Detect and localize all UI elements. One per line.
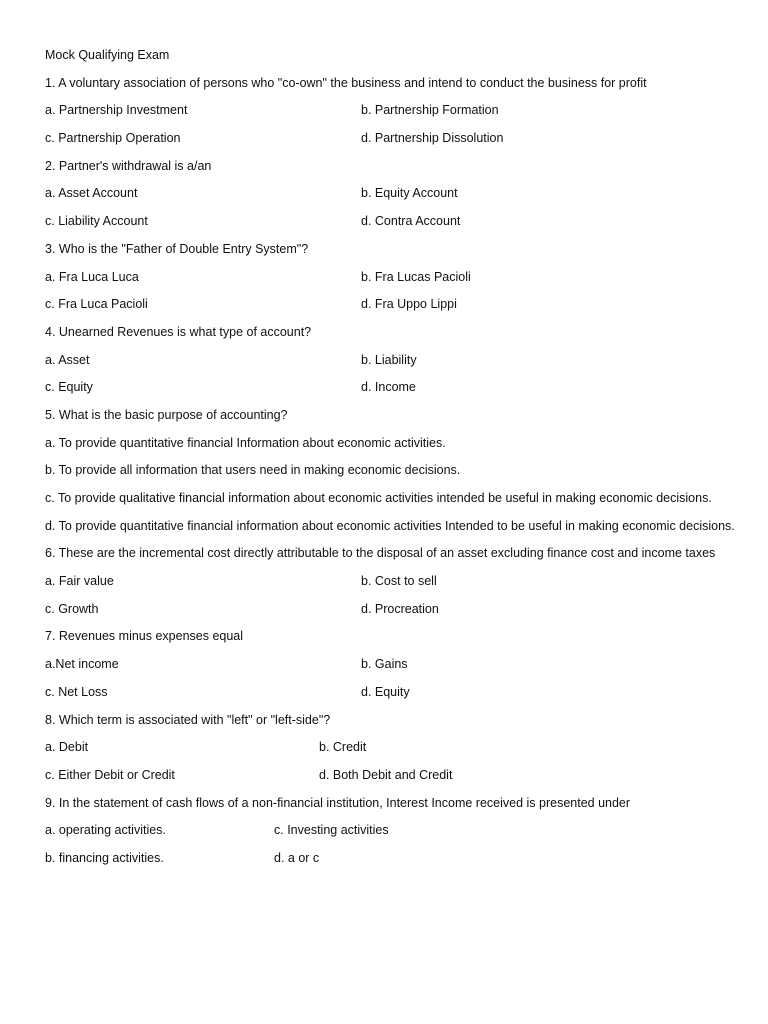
choice-4c: c. Equity xyxy=(45,380,93,395)
choice-6a: a. Fair value xyxy=(45,574,114,589)
choice-1a: a. Partnership Investment xyxy=(45,103,188,118)
question-2: 2. Partner's withdrawal is a/an xyxy=(45,158,212,173)
choice-5d: d. To provide quantitative financial information about economic activities Intended to be useful in making economic decisions. xyxy=(45,518,735,533)
choice-row xyxy=(45,379,735,396)
choice-9c: c. Investing activities xyxy=(274,823,389,838)
choice-2d: d. Contra Account xyxy=(361,214,461,229)
choice-6b: b. Cost to sell xyxy=(361,574,437,589)
question-3: 3. Who is the "Father of Double Entry System"? xyxy=(45,241,309,256)
choice-6d: d. Procreation xyxy=(361,601,439,616)
choice-5b: b. To provide all information that users need in making economic decisions. xyxy=(45,463,461,478)
choice-row xyxy=(45,296,735,313)
choice-row xyxy=(45,850,735,867)
question-9: 9. In the statement of cash flows of a non-financial institution, Interest Income received is presented under xyxy=(45,795,631,810)
choice-8d: d. Both Debit and Credit xyxy=(319,767,453,782)
choice-2b: b. Equity Account xyxy=(361,186,458,201)
choice-8b: b. Credit xyxy=(319,740,367,755)
choice-6c: c. Growth xyxy=(45,601,99,616)
choice-1b: b. Partnership Formation xyxy=(361,103,499,118)
choice-row xyxy=(45,269,735,286)
choice-4d: d. Income xyxy=(361,380,416,395)
choice-row xyxy=(45,352,735,369)
question-4: 4. Unearned Revenues is what type of account? xyxy=(45,324,312,339)
choice-4a: a. Asset xyxy=(45,352,90,367)
choice-5a: a. To provide quantitative financial Information about economic activities. xyxy=(45,435,446,450)
choice-1c: c. Partnership Operation xyxy=(45,131,181,146)
question-5: 5. What is the basic purpose of accounting? xyxy=(45,407,288,422)
choice-7a: a.Net income xyxy=(45,657,119,672)
choice-8c: c. Either Debit or Credit xyxy=(45,767,175,782)
choice-row xyxy=(45,601,735,618)
exam-title: Mock Qualifying Exam xyxy=(45,48,170,62)
choice-3d: d. Fra Uppo Lippi xyxy=(361,297,457,312)
choice-7b: b. Gains xyxy=(361,657,408,672)
choice-3a: a. Fra Luca Luca xyxy=(45,269,139,284)
choice-row xyxy=(45,739,735,756)
exam-document xyxy=(45,47,735,878)
choice-row xyxy=(45,185,735,202)
choice-9b: b. financing activities. xyxy=(45,850,164,865)
question-7: 7. Revenues minus expenses equal xyxy=(45,629,244,644)
choice-3b: b. Fra Lucas Pacioli xyxy=(361,269,471,284)
choice-row xyxy=(45,822,735,839)
choice-row xyxy=(45,684,735,701)
choice-row xyxy=(45,767,735,784)
choice-2c: c. Liability Account xyxy=(45,214,148,229)
choice-2a: a. Asset Account xyxy=(45,186,138,201)
choice-3c: c. Fra Luca Pacioli xyxy=(45,297,148,312)
choice-row xyxy=(45,656,735,673)
choice-9a: a. operating activities. xyxy=(45,823,166,838)
choice-7c: c. Net Loss xyxy=(45,684,108,699)
choice-row xyxy=(45,130,735,147)
choice-5c: c. To provide qualitative financial information about economic activities intended be useful in making economic decisions. xyxy=(45,491,712,505)
choice-8a: a. Debit xyxy=(45,740,89,755)
choice-row xyxy=(45,573,735,590)
choice-row xyxy=(45,102,735,119)
choice-1d: d. Partnership Dissolution xyxy=(361,131,504,146)
choice-9d: d. a or c xyxy=(274,850,320,865)
question-6: 6. These are the incremental cost directly attributable to the disposal of an asset excluding finance cost and income taxes xyxy=(45,546,716,561)
choice-7d: d. Equity xyxy=(361,684,410,699)
question-8: 8. Which term is associated with "left" or "left-side"? xyxy=(45,712,331,727)
choice-4b: b. Liability xyxy=(361,352,417,367)
choice-row xyxy=(45,213,735,230)
question-1: 1. A voluntary association of persons who "co-own" the business and intend to conduct the business for profit xyxy=(45,75,647,90)
